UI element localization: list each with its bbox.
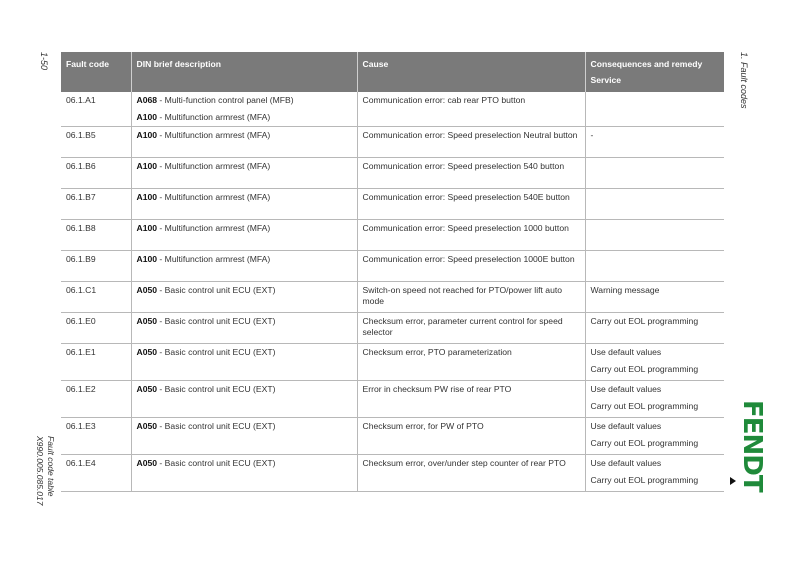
document-number: X990.005.085.017: [35, 436, 45, 506]
table-row: [61, 127, 724, 158]
remedy-entry: Carry out EOL programming: [590, 401, 699, 411]
remedy-entry: Use default values: [590, 384, 662, 394]
component-id: A100: [136, 161, 158, 171]
document-reference: [30, 436, 56, 516]
din-description-cell: [131, 92, 357, 127]
remedy-cell: [585, 455, 724, 492]
component-description: - Multifunction armrest (MFA): [157, 161, 271, 171]
cause-cell: Checksum error, parameter current control for speed selector: [357, 313, 585, 344]
table-row: [61, 344, 724, 381]
fendt-logo-text: FENDT: [737, 400, 767, 492]
header-din-description: DIN brief description: [131, 52, 357, 92]
fault-code-cell: 06.1.B5: [61, 127, 131, 158]
component-description: - Basic control unit ECU (EXT): [157, 285, 276, 295]
fault-code-cell: 06.1.C1: [61, 282, 131, 313]
fault-code-cell: 06.1.E3: [61, 418, 131, 455]
component-description: - Basic control unit ECU (EXT): [157, 421, 276, 431]
remedy-cell: [585, 282, 724, 313]
remedy-cell: [585, 381, 724, 418]
component-id: A050: [136, 285, 158, 295]
din-entry: [137, 316, 353, 327]
remedy-cell: [585, 220, 724, 251]
din-description-cell: [131, 455, 357, 492]
remedy-entry: Warning message: [590, 285, 660, 295]
component-id: A050: [136, 458, 158, 468]
cause-cell: Communication error: Speed preselection 540E button: [357, 189, 585, 220]
cause-cell: Communication error: Speed preselection 1000 button: [357, 220, 585, 251]
din-description-cell: [131, 220, 357, 251]
next-page-arrow-icon: [729, 476, 737, 486]
remedy-entry: Use default values: [590, 421, 662, 431]
fault-code-cell: 06.1.B9: [61, 251, 131, 282]
fault-code-cell: 06.1.B8: [61, 220, 131, 251]
fault-table-body: [61, 92, 724, 492]
remedy-entry: Use default values: [590, 347, 662, 357]
remedy-cell: [585, 127, 724, 158]
header-fault-code: Fault code: [61, 52, 131, 92]
component-id: A068: [136, 95, 158, 105]
table-row: [61, 251, 724, 282]
fault-code-cell: 06.1.E4: [61, 455, 131, 492]
din-entry: [137, 254, 353, 265]
document-title: Fault code table: [46, 436, 56, 497]
cause-cell: Communication error: Speed preselection 1000E button: [357, 251, 585, 282]
din-entry: [137, 285, 353, 296]
header-consequences-remedy: Consequences and remedy Service: [585, 52, 724, 92]
table-row: [61, 418, 724, 455]
fault-code-cell: 06.1.B7: [61, 189, 131, 220]
component-description: - Basic control unit ECU (EXT): [157, 347, 276, 357]
remedy-cell: [585, 344, 724, 381]
din-description-cell: [131, 418, 357, 455]
component-description: - Multifunction armrest (MFA): [157, 112, 271, 122]
component-id: A100: [136, 223, 158, 233]
din-description-cell: [131, 313, 357, 344]
component-description: - Multi-function control panel (MFB): [157, 95, 294, 105]
din-description-cell: [131, 127, 357, 158]
component-description: - Basic control unit ECU (EXT): [157, 384, 276, 394]
component-id: A050: [136, 316, 158, 326]
din-entry: [137, 223, 353, 234]
din-entry: [137, 161, 353, 172]
component-id: A100: [136, 130, 158, 140]
cause-cell: Checksum error, PTO parameterization: [357, 344, 585, 381]
fault-code-cell: 06.1.E0: [61, 313, 131, 344]
cause-cell: Communication error: cab rear PTO button: [357, 92, 585, 127]
header-cause: Cause: [357, 52, 585, 92]
component-description: - Basic control unit ECU (EXT): [157, 458, 276, 468]
din-entry: [137, 95, 353, 106]
component-description: - Multifunction armrest (MFA): [157, 223, 271, 233]
cause-cell: Communication error: Speed preselection 540 button: [357, 158, 585, 189]
remedy-entry: -: [590, 130, 594, 140]
din-description-cell: [131, 251, 357, 282]
table-row: [61, 282, 724, 313]
cause-cell: Checksum error, over/under step counter of rear PTO: [357, 455, 585, 492]
din-description-cell: [131, 381, 357, 418]
remedy-cell: [585, 313, 724, 344]
component-id: A100: [136, 192, 158, 202]
table-header-row: [61, 52, 724, 92]
section-title: 1. Fault codes: [739, 52, 749, 109]
remedy-entry: Carry out EOL programming: [590, 364, 699, 374]
remedy-cell: [585, 92, 724, 127]
table-row: [61, 189, 724, 220]
remedy-cell: [585, 418, 724, 455]
component-id: A100: [136, 112, 158, 122]
din-entry: [137, 112, 353, 123]
remedy-entry: Carry out EOL programming: [590, 475, 699, 485]
din-entry: [137, 458, 353, 469]
din-description-cell: [131, 189, 357, 220]
din-description-cell: [131, 344, 357, 381]
cause-cell: Error in checksum PW rise of rear PTO: [357, 381, 585, 418]
remedy-cell: [585, 251, 724, 282]
fault-code-cell: 06.1.B6: [61, 158, 131, 189]
table-row: [61, 381, 724, 418]
component-description: - Multifunction armrest (MFA): [157, 192, 271, 202]
din-description-cell: [131, 282, 357, 313]
fendt-logo: [737, 400, 767, 500]
component-id: A050: [136, 421, 158, 431]
din-entry: [137, 192, 353, 203]
fault-code-cell: 06.1.A1: [61, 92, 131, 127]
cause-cell: Checksum error, for PW of PTO: [357, 418, 585, 455]
table-row: [61, 313, 724, 344]
table-row: [61, 220, 724, 251]
component-description: - Multifunction armrest (MFA): [157, 254, 271, 264]
din-description-cell: [131, 158, 357, 189]
component-description: - Multifunction armrest (MFA): [157, 130, 271, 140]
fault-code-cell: 06.1.E2: [61, 381, 131, 418]
remedy-entry: Use default values: [590, 458, 662, 468]
component-id: A050: [136, 384, 158, 394]
din-entry: [137, 421, 353, 432]
table-row: [61, 455, 724, 492]
din-entry: [137, 130, 353, 141]
remedy-entry: Carry out EOL programming: [590, 316, 699, 326]
fault-code-table: [61, 52, 724, 492]
table-row: [61, 158, 724, 189]
table-row: [61, 92, 724, 127]
din-entry: [137, 384, 353, 395]
remedy-cell: [585, 158, 724, 189]
remedy-cell: [585, 189, 724, 220]
remedy-entry: Carry out EOL programming: [590, 438, 699, 448]
component-id: A100: [136, 254, 158, 264]
page-number: 1-50: [39, 52, 49, 71]
din-entry: [137, 347, 353, 358]
component-description: - Basic control unit ECU (EXT): [157, 316, 276, 326]
cause-cell: Switch-on speed not reached for PTO/power lift auto mode: [357, 282, 585, 313]
component-id: A050: [136, 347, 158, 357]
fault-code-cell: 06.1.E1: [61, 344, 131, 381]
cause-cell: Communication error: Speed preselection Neutral button: [357, 127, 585, 158]
